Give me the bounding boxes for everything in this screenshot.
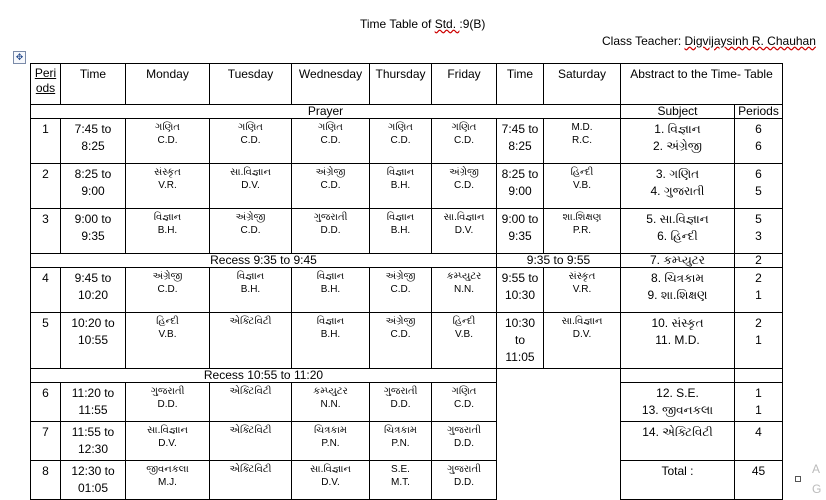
cell-saturday-line: શા.શિક્ષણ bbox=[562, 212, 602, 223]
abstract-periods-line: 5 bbox=[755, 212, 762, 226]
cell-fri bbox=[432, 313, 497, 369]
abstract-subject bbox=[621, 119, 735, 164]
period-time-line: 8:25 to bbox=[74, 167, 112, 181]
recess-row-2 bbox=[31, 369, 783, 383]
period-time-line: 10:20 bbox=[77, 288, 109, 302]
saturday-time-line: 8:25 to bbox=[501, 167, 539, 181]
cell-fri bbox=[432, 461, 497, 500]
cell-saturday-line: V.B. bbox=[573, 180, 591, 191]
teacher-name: Digvijaysinh R. Chauhan bbox=[684, 34, 816, 48]
cell-tue-line: એક્ટિવિટી bbox=[229, 316, 272, 327]
period-time bbox=[61, 422, 126, 461]
cell-tue-line: એક્ટિવિટી bbox=[229, 464, 272, 475]
cell-mon-line: B.H. bbox=[157, 225, 178, 236]
cell-thu-line: અંગ્રેજી bbox=[385, 316, 416, 327]
cell-fri-line: D.D. bbox=[454, 477, 474, 488]
abstract-subject-line: 4. ગુજરાતી bbox=[650, 184, 705, 198]
cell-thu-line: B.H. bbox=[390, 180, 411, 191]
period-number-line: 4 bbox=[42, 271, 49, 285]
cell-thu bbox=[370, 209, 432, 254]
cell-mon-line: D.V. bbox=[158, 438, 177, 449]
cell-wed-line: ગુજરાતી bbox=[313, 212, 348, 223]
cell-fri-line: C.D. bbox=[454, 399, 474, 410]
cell-mon-line: અંગ્રેજી bbox=[152, 271, 183, 282]
class-teacher: Class Teacher: Digvijaysinh R. Chauhan bbox=[602, 34, 816, 48]
cell-fri-line: કમ્પ્યુટર bbox=[446, 271, 482, 282]
period-time bbox=[61, 268, 126, 313]
saturday-time-line: 9:00 to bbox=[501, 212, 539, 226]
abstract-periods-line: 1 bbox=[755, 288, 762, 302]
cell-thu-line: વિજ્ઞાન bbox=[386, 167, 415, 178]
saturday-time-line: 9:00 bbox=[508, 184, 532, 198]
periods-header: Periods bbox=[735, 105, 783, 119]
header-row bbox=[31, 64, 783, 105]
period-row bbox=[31, 209, 783, 254]
abstract-periods-line: 2 bbox=[755, 316, 762, 330]
page-title: Time Table of Std. :9(B) bbox=[360, 17, 486, 31]
period-time bbox=[61, 313, 126, 369]
cell-mon-line: D.D. bbox=[157, 399, 178, 410]
cell-thu-line: ચિત્રકામ bbox=[384, 425, 417, 436]
cell-saturday-line: P.R. bbox=[572, 225, 592, 236]
period-number-line: 2 bbox=[42, 167, 49, 181]
recess-row-1 bbox=[31, 254, 783, 268]
cell-mon bbox=[126, 119, 210, 164]
cell-wed-line: વિજ્ઞાન bbox=[316, 316, 345, 327]
abstract-subject-line: 8. ચિત્રકામ bbox=[651, 271, 704, 285]
abstract-periods-line: 6 bbox=[755, 139, 762, 153]
period-number-line: 5 bbox=[42, 316, 49, 330]
cell-mon bbox=[126, 313, 210, 369]
saturday-time-line: 10:30 bbox=[504, 288, 536, 302]
cell-tue-line: D.V. bbox=[241, 180, 260, 191]
cell-wed bbox=[292, 461, 370, 500]
prayer-row bbox=[31, 105, 783, 119]
cell-fri bbox=[432, 164, 497, 209]
abstract-periods bbox=[735, 313, 783, 369]
empty-cell bbox=[497, 383, 621, 422]
cell-tue-line: ગણિત bbox=[238, 122, 263, 133]
col-saturday: Saturday bbox=[544, 64, 621, 105]
cell-saturday-line: સંસ્કૃત bbox=[568, 271, 596, 282]
cell-fri-line: C.D. bbox=[454, 135, 474, 146]
cell-wed-line: D.D. bbox=[320, 225, 341, 236]
cell-saturday-line: સા.વિજ્ઞાન bbox=[561, 316, 603, 327]
cell-mon-line: સંસ્કૃત bbox=[154, 167, 181, 178]
cell-mon-line: M.J. bbox=[158, 477, 177, 488]
period-time bbox=[61, 209, 126, 254]
cell-tue bbox=[210, 119, 292, 164]
cell-saturday bbox=[544, 119, 621, 164]
cell-tue bbox=[210, 268, 292, 313]
cell-thu bbox=[370, 461, 432, 500]
cell-thu-line: C.D. bbox=[390, 329, 411, 340]
cell-thu bbox=[370, 313, 432, 369]
saturday-time-line: 11:05 bbox=[505, 350, 535, 364]
col-thursday: Thursday bbox=[370, 64, 432, 105]
corner-glyph: A bbox=[812, 462, 821, 476]
cell-thu-line: M.T. bbox=[391, 477, 410, 488]
cell-thu-line: D.D. bbox=[390, 399, 411, 410]
abstract-periods-line: 4 bbox=[755, 425, 762, 439]
cell-wed-line: C.D. bbox=[320, 135, 341, 146]
abstract-periods-line: 45 bbox=[751, 464, 766, 478]
period-time-line: 9:45 to bbox=[74, 271, 112, 285]
empty-cell bbox=[497, 461, 621, 500]
period-number-line: 8 bbox=[42, 464, 49, 478]
cell-thu bbox=[370, 268, 432, 313]
saturday-time bbox=[497, 164, 544, 209]
cell-fri-line: ગણિત bbox=[451, 386, 477, 397]
corner-glyph: G bbox=[812, 482, 822, 496]
saturday-time-line: 9:55 to bbox=[501, 271, 539, 285]
abstract-periods-line: 3 bbox=[755, 229, 762, 243]
abstract-periods-line: 1 bbox=[755, 386, 762, 400]
cell-tue bbox=[210, 422, 292, 461]
abstract-subject bbox=[621, 164, 735, 209]
cell-fri-line: હિન્દી bbox=[452, 316, 476, 327]
cell-fri-line: N.N. bbox=[454, 284, 474, 295]
recess-1-saturday: 9:35 to 9:55 bbox=[497, 254, 621, 268]
period-time bbox=[61, 119, 126, 164]
abstract-subject bbox=[621, 268, 735, 313]
abstract-subject-line: 14. એક્ટિવિટી bbox=[642, 425, 713, 439]
abstract-periods bbox=[735, 383, 783, 422]
cell-mon bbox=[126, 268, 210, 313]
cell-wed bbox=[292, 119, 370, 164]
abstract-periods-line: 6 bbox=[755, 167, 762, 181]
cell-fri bbox=[432, 383, 497, 422]
cell-fri bbox=[432, 268, 497, 313]
cell-saturday bbox=[544, 268, 621, 313]
cell-mon bbox=[126, 164, 210, 209]
abstract-periods bbox=[735, 461, 783, 500]
col-time: Time bbox=[61, 64, 126, 105]
cell-mon-line: વિજ્ઞાન bbox=[153, 212, 182, 223]
period-row bbox=[31, 164, 783, 209]
cell-mon-line: જીવનકલા bbox=[146, 464, 189, 475]
empty-cell bbox=[497, 422, 621, 461]
abstract-subject-line: 12. S.E. bbox=[656, 386, 699, 400]
cell-wed-line: સા.વિજ્ઞાન bbox=[310, 464, 351, 475]
period-number bbox=[31, 461, 61, 500]
cell-thu-line: S.E. bbox=[391, 464, 410, 475]
abstract-periods bbox=[735, 164, 783, 209]
period-time-line: 11:55 to bbox=[71, 425, 115, 439]
cell-thu-line: P.N. bbox=[391, 438, 410, 449]
period-number bbox=[31, 209, 61, 254]
abstract-subject bbox=[621, 313, 735, 369]
cell-fri bbox=[432, 209, 497, 254]
period-number-line: 7 bbox=[42, 425, 49, 439]
cell-tue-line: વિજ્ઞાન bbox=[236, 271, 265, 282]
table-move-handle-icon[interactable]: ✥ bbox=[13, 51, 26, 64]
cell-tue bbox=[210, 313, 292, 369]
cell-wed bbox=[292, 422, 370, 461]
period-time bbox=[61, 461, 126, 500]
cell-fri-line: V.B. bbox=[455, 329, 473, 340]
cell-tue-line: સા.વિજ્ઞાન bbox=[230, 167, 271, 178]
cell-thu bbox=[370, 164, 432, 209]
cell-thu bbox=[370, 383, 432, 422]
abstract-subject-line: 3. ગણિત bbox=[655, 167, 700, 181]
abstract-subject-line: 5. સા.વિજ્ઞાન bbox=[646, 212, 709, 226]
cell-mon-line: C.D. bbox=[157, 284, 178, 295]
cell-tue-line: એક્ટિવિટી bbox=[229, 425, 272, 436]
period-row bbox=[31, 422, 783, 461]
saturday-time bbox=[497, 209, 544, 254]
period-number bbox=[31, 383, 61, 422]
cell-mon-line: ગુજરાતી bbox=[150, 386, 185, 397]
period-time-line: 10:55 bbox=[77, 333, 109, 347]
cell-fri-line: ગણિત bbox=[451, 122, 477, 133]
cell-thu-line: ગણિત bbox=[388, 122, 413, 133]
recess-2-label: Recess 10:55 to 11:20 bbox=[31, 369, 497, 383]
empty-cell bbox=[621, 369, 735, 383]
cell-thu-line: C.D. bbox=[390, 135, 411, 146]
saturday-time-line: 9:35 bbox=[508, 229, 532, 243]
cell-fri bbox=[432, 119, 497, 164]
period-number-line: 3 bbox=[42, 212, 49, 226]
period-time-line: 10:20 to bbox=[71, 316, 115, 330]
cell-mon-line: હિન્દી bbox=[156, 316, 179, 327]
period-time-line: 9:35 bbox=[81, 229, 105, 243]
cell-fri-line: ગુજરાતી bbox=[447, 425, 481, 436]
cell-wed bbox=[292, 268, 370, 313]
abstract-subject-line: 6. હિન્દી bbox=[657, 229, 698, 243]
timetable bbox=[30, 63, 783, 500]
abstract-periods: 2 bbox=[735, 254, 783, 268]
cell-fri bbox=[432, 422, 497, 461]
cell-tue-line: અંગ્રેજી bbox=[235, 212, 266, 223]
period-number bbox=[31, 313, 61, 369]
cell-tue-line: C.D. bbox=[240, 135, 261, 146]
empty-cell bbox=[497, 369, 621, 383]
cell-mon bbox=[126, 209, 210, 254]
cell-mon bbox=[126, 383, 210, 422]
abstract-periods bbox=[735, 209, 783, 254]
period-row bbox=[31, 461, 783, 500]
abstract-periods-line: 1 bbox=[755, 403, 762, 417]
abstract-subject: 7. કમ્પ્યુટર bbox=[621, 254, 735, 268]
cell-mon bbox=[126, 422, 210, 461]
cell-saturday bbox=[544, 313, 621, 369]
cell-wed-line: ગણિત bbox=[318, 122, 343, 133]
cell-saturday-line: V.R. bbox=[572, 284, 592, 295]
cell-saturday-line: R.C. bbox=[572, 135, 592, 146]
cell-saturday-line: M.D. bbox=[571, 122, 593, 133]
col-tuesday: Tuesday bbox=[210, 64, 292, 105]
cell-wed-line: P.N. bbox=[321, 438, 340, 449]
col-abstract: Abstract to the Time- Table bbox=[621, 64, 783, 105]
cell-saturday bbox=[544, 209, 621, 254]
cell-wed-line: ચિત્રકામ bbox=[314, 425, 347, 436]
subject-header: Subject bbox=[621, 105, 735, 119]
cell-tue bbox=[210, 164, 292, 209]
prayer-label: Prayer bbox=[31, 105, 621, 119]
saturday-time-line: 7:45 to bbox=[501, 122, 539, 136]
cell-mon-line: ગણિત bbox=[155, 122, 180, 133]
cell-wed bbox=[292, 164, 370, 209]
period-number bbox=[31, 268, 61, 313]
saturday-time bbox=[497, 313, 544, 369]
abstract-periods-line: 6 bbox=[755, 122, 762, 136]
cell-thu-line: B.H. bbox=[390, 225, 411, 236]
col-time-saturday: Time bbox=[497, 64, 544, 105]
cell-tue bbox=[210, 209, 292, 254]
saturday-time-line: 8:25 bbox=[508, 139, 532, 153]
abstract-subject-line: 11. M.D. bbox=[655, 333, 700, 347]
cell-tue-line: B.H. bbox=[240, 284, 261, 295]
col-monday: Monday bbox=[126, 64, 210, 105]
period-number-line: 1 bbox=[42, 122, 49, 136]
cell-fri-line: સા.વિજ્ઞાન bbox=[443, 212, 485, 223]
empty-cell bbox=[735, 369, 783, 383]
cell-mon-line: સા.વિજ્ઞાન bbox=[147, 425, 188, 436]
cell-mon-line: V.R. bbox=[158, 180, 177, 191]
period-time-line: 12:30 to bbox=[71, 464, 115, 478]
cell-thu-line: ગુજરાતી bbox=[383, 386, 418, 397]
cell-tue-line: C.D. bbox=[240, 225, 261, 236]
cell-fri-line: C.D. bbox=[454, 180, 474, 191]
cell-thu bbox=[370, 422, 432, 461]
cell-fri-line: અંગ્રેજી bbox=[449, 167, 479, 178]
period-time-line: 8:25 bbox=[81, 139, 105, 153]
abstract-subject-line: 13. જીવનકલા bbox=[641, 403, 714, 417]
abstract-periods bbox=[735, 119, 783, 164]
period-row bbox=[31, 268, 783, 313]
saturday-time bbox=[497, 119, 544, 164]
abstract-periods bbox=[735, 268, 783, 313]
abstract-subject-line: 2. અંગ્રેજી bbox=[653, 139, 702, 153]
period-time bbox=[61, 383, 126, 422]
period-time-line: 11:20 to bbox=[71, 386, 115, 400]
cell-thu-line: અંગ્રેજી bbox=[385, 271, 416, 282]
cell-saturday-line: D.V. bbox=[572, 329, 592, 340]
cell-fri-line: ગુજરાતી bbox=[447, 464, 481, 475]
cell-wed-line: વિજ્ઞાન bbox=[316, 271, 345, 282]
period-row bbox=[31, 383, 783, 422]
cell-wed-line: કમ્પ્યુટર bbox=[313, 386, 348, 397]
cell-mon-line: C.D. bbox=[157, 135, 178, 146]
col-friday: Friday bbox=[432, 64, 497, 105]
period-time-line: 9:00 bbox=[81, 184, 105, 198]
abstract-subject bbox=[621, 461, 735, 500]
col-wednesday: Wednesday bbox=[292, 64, 370, 105]
abstract-subject-line: 10. સંસ્કૃત bbox=[651, 316, 704, 330]
period-time-line: 7:45 to bbox=[74, 122, 112, 136]
abstract-periods bbox=[735, 422, 783, 461]
saturday-time bbox=[497, 268, 544, 313]
abstract-subject-line: 1. વિજ્ઞાન bbox=[654, 122, 701, 136]
period-row bbox=[31, 313, 783, 369]
cell-wed-line: અંગ્રેજી bbox=[315, 167, 346, 178]
col-periods: Peri ods bbox=[31, 64, 61, 105]
period-time-line: 01:05 bbox=[77, 481, 109, 495]
cell-tue-line: એક્ટિવિટી bbox=[229, 386, 272, 397]
cell-wed bbox=[292, 313, 370, 369]
period-number bbox=[31, 422, 61, 461]
period-time-line: 12:30 bbox=[77, 442, 109, 456]
cell-wed-line: B.H. bbox=[320, 284, 341, 295]
saturday-time-line: to bbox=[514, 333, 525, 347]
cell-tue bbox=[210, 383, 292, 422]
recess-1-label: Recess 9:35 to 9:45 bbox=[31, 254, 497, 268]
resize-handle[interactable] bbox=[795, 476, 801, 482]
cell-thu bbox=[370, 119, 432, 164]
cell-mon bbox=[126, 461, 210, 500]
abstract-subject-line: Total : bbox=[661, 464, 694, 478]
abstract-subject bbox=[621, 209, 735, 254]
title-std: Std. bbox=[434, 17, 460, 31]
period-time-line: 9:00 to bbox=[74, 212, 112, 226]
period-number bbox=[31, 164, 61, 209]
cell-saturday bbox=[544, 164, 621, 209]
period-row bbox=[31, 119, 783, 164]
abstract-periods-line: 1 bbox=[755, 333, 762, 347]
period-number-line: 6 bbox=[42, 386, 49, 400]
abstract-subject-line: 9. શા.શિક્ષણ bbox=[647, 288, 708, 302]
abstract-subject bbox=[621, 422, 735, 461]
abstract-subject bbox=[621, 383, 735, 422]
cell-thu-line: C.D. bbox=[390, 284, 411, 295]
abstract-periods-line: 5 bbox=[755, 184, 762, 198]
cell-wed-line: D.V. bbox=[321, 477, 340, 488]
cell-mon-line: V.B. bbox=[158, 329, 177, 340]
period-time bbox=[61, 164, 126, 209]
cell-thu-line: વિજ્ઞાન bbox=[386, 212, 415, 223]
cell-wed-line: B.H. bbox=[320, 329, 341, 340]
cell-wed bbox=[292, 209, 370, 254]
period-time-line: 11:55 bbox=[78, 403, 108, 417]
cell-fri-line: D.D. bbox=[454, 438, 474, 449]
cell-saturday-line: હિન્દી bbox=[570, 167, 594, 178]
period-number bbox=[31, 119, 61, 164]
cell-fri-line: D.V. bbox=[454, 225, 474, 236]
saturday-time-line: 10:30 bbox=[504, 316, 536, 330]
abstract-periods-line: 2 bbox=[755, 271, 762, 285]
cell-wed-line: C.D. bbox=[320, 180, 341, 191]
cell-wed bbox=[292, 383, 370, 422]
cell-tue bbox=[210, 461, 292, 500]
cell-wed-line: N.N. bbox=[320, 399, 341, 410]
